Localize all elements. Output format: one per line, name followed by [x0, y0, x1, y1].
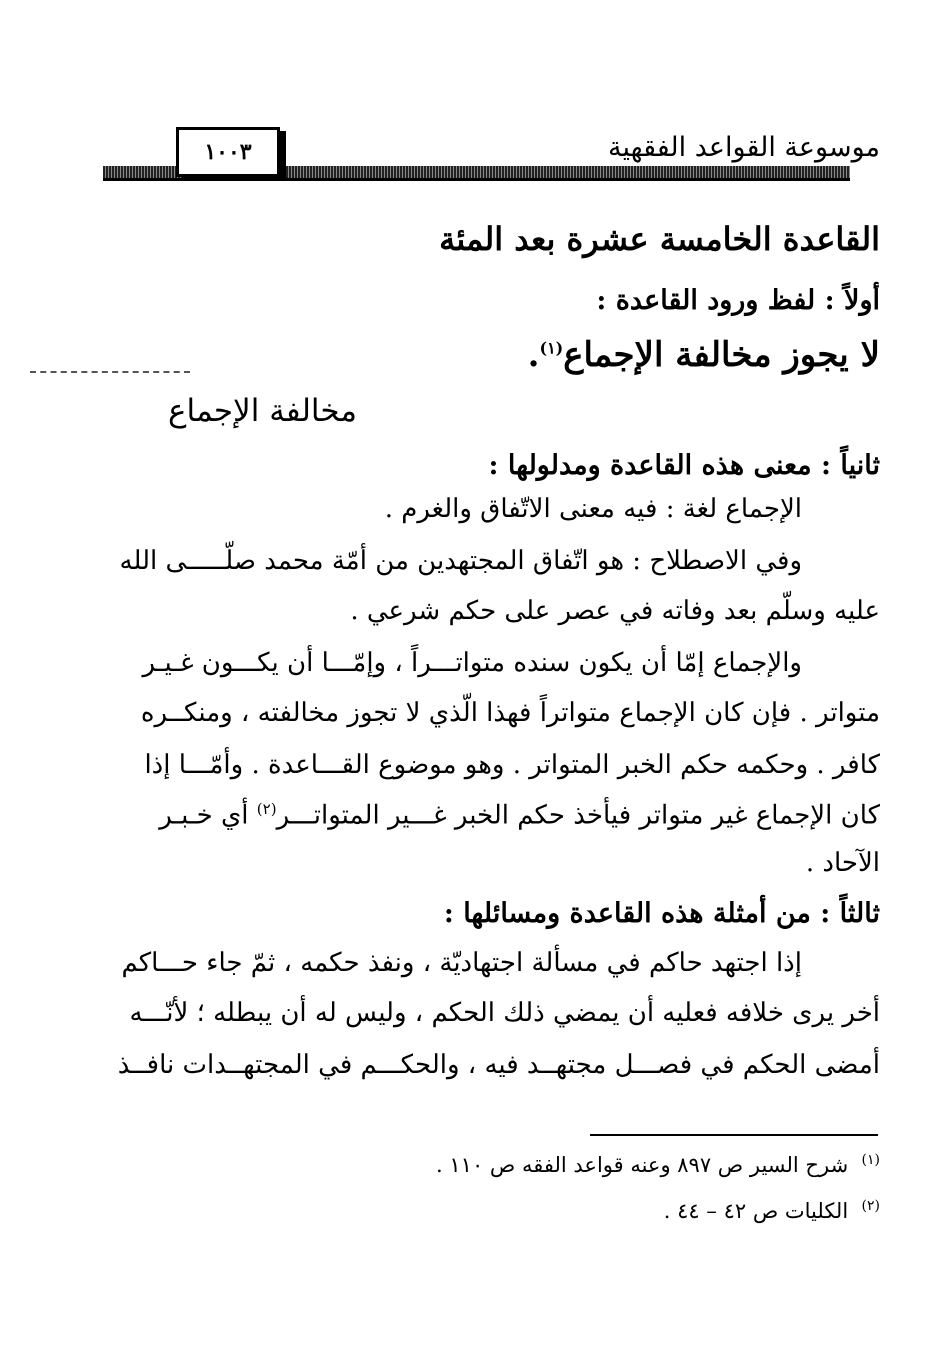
- footnote-2: [100, 1198, 880, 1223]
- footnote-2-text: الكليات ص ٤٢ – ٤٤ .: [663, 1199, 849, 1223]
- section2-heading: ثانياً : معنى هذه القاعدة ومدلولها :: [488, 450, 880, 481]
- text-line: أمضى الحكم في فصـــل مجتهــد فيه ، والحكـــم في المجتهــدات نافــذ: [117, 1050, 880, 1080]
- text-line: الإجماع لغة : فيه معنى الاتّفاق والغرم .: [384, 494, 802, 524]
- footnote-1-ref: (١): [861, 1152, 880, 1168]
- section1-heading: أولاً : لفظ ورود القاعدة :: [596, 285, 880, 316]
- text-line-end: أي خـبـر: [159, 800, 249, 831]
- text-line: [100, 800, 880, 831]
- rule-text: لا يجوز مخالفة الإجماع: [563, 335, 880, 375]
- text-line: والإجماع إمّا أن يكون سنده متواتـــراً ، وإمّـــا أن يكـــون غـيـر: [142, 648, 802, 678]
- book-title: موسوعة القواعد الفقهية: [608, 132, 880, 163]
- text-line: عليه وسلّم بعد وفاته في عصر على حكم شرعي .: [350, 596, 880, 626]
- handwritten-note: مخالفة الإجماع: [168, 393, 357, 429]
- scan-mark: [30, 371, 190, 373]
- text-line: الآحاد .: [805, 848, 880, 878]
- rule-end: .: [527, 335, 540, 375]
- main-heading: القاعدة الخامسة عشرة بعد المئة: [439, 220, 880, 258]
- page-number: ١٠٠٣: [176, 127, 280, 177]
- footnote-1: [100, 1152, 880, 1177]
- footnote-ref-1: (١): [539, 338, 564, 358]
- footnote-ref-2: (٢): [256, 800, 277, 818]
- text-line-start: كان الإجماع غير متواتر فيأخذ حكم الخبر غـــير المتواتـــر: [276, 800, 880, 831]
- text-line: أخر يرى خلافه فعليه أن يمضي ذلك الحكم ، وليس له أن يبطله ؛ لأنّـــه: [129, 998, 880, 1028]
- footnote-1-text: شرح السير ص ٨٩٧ وعنه قواعد الفقه ص ١١٠ .: [436, 1153, 849, 1177]
- section3-heading: ثالثاً : من أمثلة هذه القاعدة ومسائلها :: [443, 898, 880, 929]
- text-line: كافر . وحكمه حكم الخبر المتواتر . وهو موضوع القـــاعدة . وأمّـــا إذا: [144, 750, 880, 780]
- rule-statement: [120, 335, 880, 375]
- text-line: متواتر . فإن كان الإجماع متواتراً فهذا الّذي لا تجوز مخالفته ، ومنكــره: [140, 698, 880, 728]
- header-rule-base: [103, 178, 850, 181]
- text-line: وفي الاصطلاح : هو اتّفاق المجتهدين من أمّة محمد صلّـــــى الله: [119, 546, 802, 576]
- text-line: إذا اجتهد حاكم في مسألة اجتهاديّة ، ونفذ حكمه ، ثمّ جاء حـــاكم: [121, 948, 802, 978]
- footnote-2-ref: (٢): [861, 1198, 880, 1214]
- footnote-separator: [590, 1134, 878, 1136]
